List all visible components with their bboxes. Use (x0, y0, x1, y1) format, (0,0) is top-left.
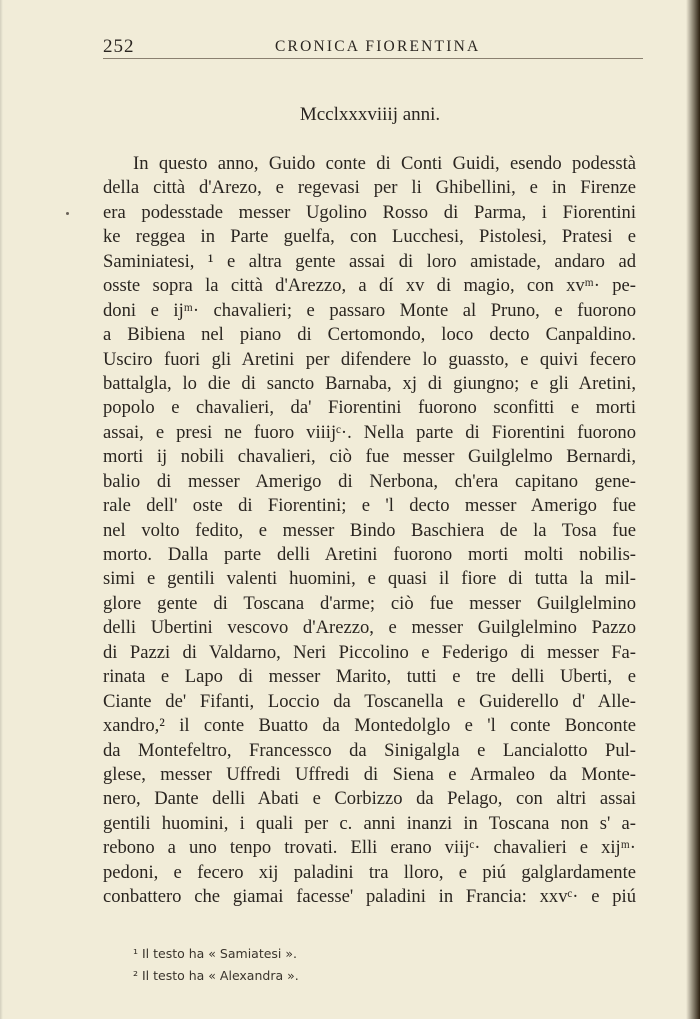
page-number: 252 (103, 36, 135, 57)
text-line: glore gente di Toscana d'arme; ciò fue messer Guilglelmino (103, 592, 636, 614)
text-line: glese, messer Uffredi Uffredi di Siena e Armaleo da Monte- (103, 763, 636, 785)
text-line: rinata e Lapo di messer Marito, tutti e tre delli Uberti, e (103, 666, 636, 688)
text-line: Usciro fuori gli Aretini per difendere lo guassto, e quivi fecero (103, 348, 636, 370)
text-line: delli Ubertini vescovo d'Arezzo, e messer Guilglelmino Pazzo (103, 617, 636, 639)
text-line: doni e ijᵐ· chavalieri; e passaro Monte al Pruno, e fuorono (103, 299, 636, 321)
text-line: rebono a uno tenpo trovati. Elli erano viijᶜ· chavalieri e xijᵐ· (103, 837, 636, 859)
text-line: In questo anno, Guido conte di Conti Guidi, esendo podesstà (133, 153, 636, 174)
text-line: balio di messer Amerigo di Nerbona, ch'era capitano gene- (103, 470, 636, 492)
text-line: ke reggea in Parte guelfa, con Lucchesi, Pistolesi, Pratesi e (103, 226, 636, 248)
page-binding-shadow (686, 0, 700, 1019)
text-line: morti ij nobili chavalieri, ciò fue messer Guilglelmo Bernardi, (103, 446, 636, 468)
text-line: da Montefeltro, Francessco da Sinigalgla e Lancialotto Pul- (103, 739, 636, 761)
text-line: battalgla, lo die di sancto Barnaba, xj di giungno; e gli Aretini, (103, 372, 636, 394)
text-line: Ciante de' Fifanti, Loccio da Toscanella e Guiderello d' Alle- (103, 690, 636, 712)
text-line: gentili huomini, i quali per c. anni inanzi in Toscana non s' a- (103, 812, 636, 834)
margin-mark (66, 212, 69, 215)
text-line: conbattero che giamai facesse' paladini in Francia: xxvᶜ· e piú (103, 886, 636, 908)
text-line: a Bibiena nel piano di Certomondo, loco decto Canpaldino. (103, 324, 636, 346)
body-paragraph (103, 152, 636, 910)
running-head-title: CRONICA FIORENTINA (275, 38, 481, 55)
section-title: Mcclxxxviiij anni. (299, 104, 441, 125)
text-line: xandro,² il conte Buatto da Montedolglo e 'l conte Bonconte (103, 715, 636, 737)
footnote-2: ² Il testo ha « Alexandra ». (133, 968, 299, 983)
text-line: nel volto fedito, e messer Bindo Baschiera de la Tosa fue (103, 519, 636, 541)
text-line: Saminiatesi, ¹ e altra gente assai di loro amistade, andaro ad (103, 250, 636, 272)
header-rule (103, 58, 643, 59)
footnotes (133, 943, 633, 987)
text-line: di Pazzi di Valdarno, Neri Piccolino e Federigo di messer Fa- (103, 641, 636, 663)
text-line: popolo e chavalieri, da' Fiorentini fuorono sconfitti e morti (103, 397, 636, 419)
text-line: assai, e presi ne fuoro viiijᶜ·. Nella parte di Fiorentini fuorono (103, 421, 636, 443)
text-line: era podesstade messer Ugolino Rosso di Parma, i Fiorentini (103, 201, 636, 223)
text-line: morto. Dalla parte delli Aretini fuorono morti molti nobilis- (103, 544, 636, 565)
text-line: pedoni, e fecero xij paladini tra lloro, e piú galglardamente (103, 861, 636, 883)
text-line: osste sopra la città d'Arezzo, a dí xv di magio, con xvᵐ· pe- (103, 275, 636, 297)
page-edge (0, 0, 3, 1019)
footnote-1: ¹ Il testo ha « Samiatesi ». (133, 946, 297, 961)
text-line: rale dell' oste di Fiorentini; e 'l decto messer Amerigo fue (103, 495, 636, 517)
text-line: nero, Dante delli Abati e Corbizzo da Pelago, con altri assai (103, 788, 636, 810)
text-line: simi e gentili valenti huomini, e quasi il fiore di tutta la mil- (103, 568, 636, 590)
text-line: della città d'Arezo, e regevasi per li Ghibellini, e in Firenze (103, 177, 636, 199)
